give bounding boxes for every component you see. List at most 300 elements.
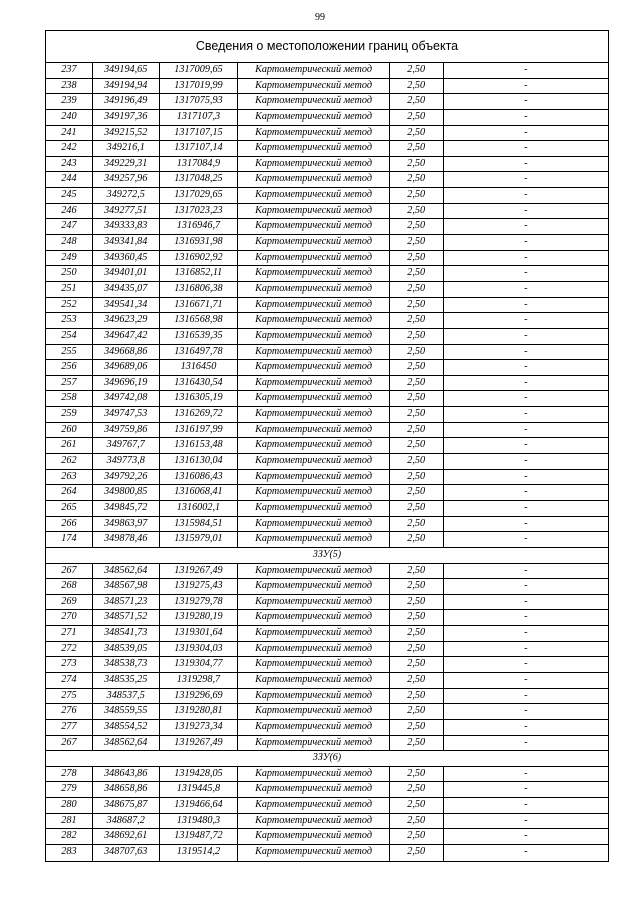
x-coordinate-cell: 348539,05 (93, 642, 160, 657)
accuracy-cell: 2,50 (390, 313, 444, 328)
method-cell: Картометрический метод (238, 814, 389, 829)
y-coordinate-cell: 1319428,05 (160, 767, 239, 782)
note-cell: - (524, 204, 528, 216)
point-number-cell: 283 (46, 845, 93, 861)
table-row (46, 360, 608, 376)
note-cell: - (524, 189, 528, 201)
point-number-cell: 269 (46, 595, 93, 610)
note-cell: - (524, 658, 528, 670)
x-coordinate-cell: 348567,98 (93, 579, 160, 594)
accuracy-cell: 2,50 (390, 126, 444, 141)
note-cell: - (524, 533, 528, 545)
method-cell: Картометрический метод (238, 407, 389, 422)
point-number-cell: 249 (46, 251, 93, 266)
method-cell: Картометрический метод (238, 313, 389, 328)
y-coordinate-cell: 1316153,48 (160, 438, 239, 453)
accuracy-cell: 2,50 (390, 798, 444, 813)
table-row (46, 204, 608, 220)
y-coordinate-cell: 1319304,77 (160, 657, 239, 672)
note-cell: - (524, 830, 528, 842)
y-coordinate-cell: 1315979,01 (160, 532, 239, 547)
y-coordinate-cell: 1319267,49 (160, 736, 239, 751)
point-number-cell: 252 (46, 298, 93, 313)
x-coordinate-cell: 349696,19 (93, 376, 160, 391)
table-row (46, 579, 608, 595)
y-coordinate-cell: 1319301,64 (160, 626, 239, 641)
x-coordinate-cell: 349216,1 (93, 141, 160, 156)
point-number-cell: 255 (46, 345, 93, 360)
y-coordinate-cell: 1319466,64 (160, 798, 239, 813)
accuracy-cell: 2,50 (390, 282, 444, 297)
x-coordinate-cell: 348692,61 (93, 829, 160, 844)
point-number-cell: 270 (46, 610, 93, 625)
y-coordinate-cell: 1317023,23 (160, 204, 239, 219)
y-coordinate-cell: 1316068,41 (160, 485, 239, 500)
method-cell: Картометрический метод (238, 157, 389, 172)
x-coordinate-cell: 349647,42 (93, 329, 160, 344)
note-cell: - (524, 236, 528, 248)
y-coordinate-cell: 1316902,92 (160, 251, 239, 266)
table-row (46, 94, 608, 110)
x-coordinate-cell: 348675,87 (93, 798, 160, 813)
note-cell: - (524, 79, 528, 91)
method-cell: Картометрический метод (238, 454, 389, 469)
boundary-table (45, 30, 609, 862)
y-coordinate-cell: 1319273,34 (160, 720, 239, 735)
x-coordinate-cell: 349863,97 (93, 517, 160, 532)
note-cell: - (524, 408, 528, 420)
point-number-cell: 245 (46, 188, 93, 203)
point-number-cell: 237 (46, 63, 93, 78)
y-coordinate-cell: 1319298,7 (160, 673, 239, 688)
method-cell: Картометрический метод (238, 329, 389, 344)
point-number-cell: 244 (46, 172, 93, 187)
point-number-cell: 260 (46, 423, 93, 438)
note-cell: - (524, 767, 528, 779)
y-coordinate-cell: 1316450 (160, 360, 239, 375)
x-coordinate-cell: 349194,94 (93, 79, 160, 94)
accuracy-cell: 2,50 (390, 736, 444, 751)
accuracy-cell: 2,50 (390, 814, 444, 829)
accuracy-cell: 2,50 (390, 360, 444, 375)
accuracy-cell: 2,50 (390, 63, 444, 78)
method-cell: Картометрический метод (238, 626, 389, 641)
accuracy-cell: 2,50 (390, 610, 444, 625)
accuracy-cell: 2,50 (390, 407, 444, 422)
x-coordinate-cell: 348554,52 (93, 720, 160, 735)
note-cell: - (524, 126, 528, 138)
x-coordinate-cell: 348559,55 (93, 704, 160, 719)
x-coordinate-cell: 348687,2 (93, 814, 160, 829)
x-coordinate-cell: 349792,26 (93, 470, 160, 485)
point-number-cell: 267 (46, 564, 93, 579)
table-row (46, 188, 608, 204)
y-coordinate-cell: 1319280,81 (160, 704, 239, 719)
accuracy-cell: 2,50 (390, 79, 444, 94)
method-cell: Картометрический метод (238, 782, 389, 797)
accuracy-cell: 2,50 (390, 172, 444, 187)
y-coordinate-cell: 1319304,03 (160, 642, 239, 657)
note-cell: - (524, 673, 528, 685)
x-coordinate-cell: 349333,83 (93, 219, 160, 234)
y-coordinate-cell: 1319267,49 (160, 564, 239, 579)
note-cell: - (524, 580, 528, 592)
note-cell: - (524, 595, 528, 607)
y-coordinate-cell: 1316269,72 (160, 407, 239, 422)
table-row (46, 767, 608, 783)
y-coordinate-cell: 1317107,3 (160, 110, 239, 125)
method-cell: Картометрический метод (238, 595, 389, 610)
method-cell: Картометрический метод (238, 345, 389, 360)
y-coordinate-cell: 1316539,35 (160, 329, 239, 344)
accuracy-cell: 2,50 (390, 391, 444, 406)
method-cell: Картометрический метод (238, 110, 389, 125)
y-coordinate-cell: 1316806,38 (160, 282, 239, 297)
accuracy-cell: 2,50 (390, 704, 444, 719)
y-coordinate-cell: 1317019,99 (160, 79, 239, 94)
accuracy-cell: 2,50 (390, 235, 444, 250)
note-cell: - (524, 95, 528, 107)
method-cell: Картометрический метод (238, 517, 389, 532)
note-cell: - (524, 814, 528, 826)
note-cell: - (524, 157, 528, 169)
y-coordinate-cell: 1319514,2 (160, 845, 239, 861)
accuracy-cell: 2,50 (390, 438, 444, 453)
x-coordinate-cell: 349435,07 (93, 282, 160, 297)
point-number-cell: 282 (46, 829, 93, 844)
x-coordinate-cell: 349689,06 (93, 360, 160, 375)
note-cell: - (524, 642, 528, 654)
method-cell: Картометрический метод (238, 438, 389, 453)
method-cell: Картометрический метод (238, 798, 389, 813)
accuracy-cell: 2,50 (390, 689, 444, 704)
accuracy-cell: 2,50 (390, 266, 444, 281)
point-number-cell: 241 (46, 126, 93, 141)
point-number-cell: 277 (46, 720, 93, 735)
method-cell: Картометрический метод (238, 298, 389, 313)
accuracy-cell: 2,50 (390, 298, 444, 313)
note-cell: - (524, 705, 528, 717)
point-number-cell: 281 (46, 814, 93, 829)
note-cell: - (524, 361, 528, 373)
method-cell: Картометрический метод (238, 485, 389, 500)
point-number-cell: 275 (46, 689, 93, 704)
method-cell: Картометрический метод (238, 673, 389, 688)
method-cell: Картометрический метод (238, 219, 389, 234)
point-number-cell: 242 (46, 141, 93, 156)
note-cell: - (524, 611, 528, 623)
method-cell: Картометрический метод (238, 188, 389, 203)
accuracy-cell: 2,50 (390, 532, 444, 547)
table-row (46, 595, 608, 611)
accuracy-cell: 2,50 (390, 219, 444, 234)
point-number-cell: 239 (46, 94, 93, 109)
table-row (46, 829, 608, 845)
accuracy-cell: 2,50 (390, 579, 444, 594)
x-coordinate-cell: 349668,86 (93, 345, 160, 360)
table-row (46, 454, 608, 470)
method-cell: Картометрический метод (238, 829, 389, 844)
table-row (46, 657, 608, 673)
y-coordinate-cell: 1316497,78 (160, 345, 239, 360)
x-coordinate-cell: 348537,5 (93, 689, 160, 704)
note-cell: - (524, 517, 528, 529)
x-coordinate-cell: 349277,51 (93, 204, 160, 219)
point-number-cell: 273 (46, 657, 93, 672)
note-cell: - (524, 314, 528, 326)
x-coordinate-cell: 348707,63 (93, 845, 160, 861)
x-coordinate-cell: 349272,5 (93, 188, 160, 203)
accuracy-cell: 2,50 (390, 157, 444, 172)
note-cell: - (524, 799, 528, 811)
page-number: 99 (315, 12, 325, 23)
y-coordinate-cell: 1317029,65 (160, 188, 239, 203)
method-cell: Картометрический метод (238, 376, 389, 391)
table-row (46, 79, 608, 95)
accuracy-cell: 2,50 (390, 564, 444, 579)
note-cell: - (524, 501, 528, 513)
method-cell: Картометрический метод (238, 141, 389, 156)
y-coordinate-cell: 1316931,98 (160, 235, 239, 250)
y-coordinate-cell: 1316852,11 (160, 266, 239, 281)
x-coordinate-cell: 349800,85 (93, 485, 160, 500)
table-row (46, 219, 608, 235)
table-row (46, 376, 608, 392)
table-row (46, 782, 608, 798)
method-cell: Картометрический метод (238, 532, 389, 547)
note-cell: - (524, 282, 528, 294)
point-number-cell: 276 (46, 704, 93, 719)
y-coordinate-cell: 1317084,9 (160, 157, 239, 172)
x-coordinate-cell: 348535,25 (93, 673, 160, 688)
accuracy-cell: 2,50 (390, 470, 444, 485)
table-row (46, 438, 608, 454)
note-cell: - (524, 392, 528, 404)
note-cell: - (524, 142, 528, 154)
note-cell: - (524, 689, 528, 701)
table-row (46, 610, 608, 626)
method-cell: Картометрический метод (238, 251, 389, 266)
x-coordinate-cell: 348643,86 (93, 767, 160, 782)
y-coordinate-cell: 1316430,54 (160, 376, 239, 391)
accuracy-cell: 2,50 (390, 329, 444, 344)
point-number-cell: 238 (46, 79, 93, 94)
note-cell: - (524, 220, 528, 232)
method-cell: Картометрический метод (238, 79, 389, 94)
x-coordinate-cell: 349401,01 (93, 266, 160, 281)
method-cell: Картометрический метод (238, 579, 389, 594)
point-number-cell: 254 (46, 329, 93, 344)
method-cell: Картометрический метод (238, 94, 389, 109)
method-cell: Картометрический метод (238, 360, 389, 375)
method-cell: Картометрический метод (238, 720, 389, 735)
table-row (46, 391, 608, 407)
table-body (46, 63, 608, 861)
accuracy-cell: 2,50 (390, 204, 444, 219)
y-coordinate-cell: 1316002,1 (160, 501, 239, 516)
method-cell: Картометрический метод (238, 470, 389, 485)
note-cell: - (524, 267, 528, 279)
method-cell: Картометрический метод (238, 736, 389, 751)
y-coordinate-cell: 1317107,15 (160, 126, 239, 141)
point-number-cell: 240 (46, 110, 93, 125)
method-cell: Картометрический метод (238, 282, 389, 297)
table-row (46, 282, 608, 298)
table-title: Сведения о местоположении границ объекта (46, 31, 608, 63)
note-cell: - (524, 423, 528, 435)
note-cell: - (524, 251, 528, 263)
x-coordinate-cell: 349759,86 (93, 423, 160, 438)
y-coordinate-cell: 1317107,14 (160, 141, 239, 156)
x-coordinate-cell: 349194,65 (93, 63, 160, 78)
table-row (46, 564, 608, 580)
x-coordinate-cell: 348541,73 (93, 626, 160, 641)
accuracy-cell: 2,50 (390, 626, 444, 641)
x-coordinate-cell: 349541,34 (93, 298, 160, 313)
point-number-cell: 250 (46, 266, 93, 281)
method-cell: Картометрический метод (238, 126, 389, 141)
note-cell: - (524, 470, 528, 482)
y-coordinate-cell: 1319280,19 (160, 610, 239, 625)
table-row (46, 626, 608, 642)
y-coordinate-cell: 1316086,43 (160, 470, 239, 485)
method-cell: Картометрический метод (238, 266, 389, 281)
accuracy-cell: 2,50 (390, 376, 444, 391)
table-row (46, 313, 608, 329)
note-cell: - (524, 64, 528, 75)
x-coordinate-cell: 349196,49 (93, 94, 160, 109)
table-row (46, 157, 608, 173)
table-row (46, 485, 608, 501)
table-row (46, 329, 608, 345)
y-coordinate-cell: 1315984,51 (160, 517, 239, 532)
accuracy-cell: 2,50 (390, 94, 444, 109)
accuracy-cell: 2,50 (390, 485, 444, 500)
table-row (46, 63, 608, 79)
x-coordinate-cell: 349747,53 (93, 407, 160, 422)
table-row (46, 126, 608, 142)
y-coordinate-cell: 1319279,78 (160, 595, 239, 610)
table-row (46, 532, 608, 548)
note-cell: - (524, 720, 528, 732)
point-number-cell: 257 (46, 376, 93, 391)
table-row (46, 704, 608, 720)
y-coordinate-cell: 1319487,72 (160, 829, 239, 844)
table-row (46, 689, 608, 705)
accuracy-cell: 2,50 (390, 829, 444, 844)
note-cell: - (524, 110, 528, 122)
point-number-cell: 274 (46, 673, 93, 688)
method-cell: Картометрический метод (238, 767, 389, 782)
x-coordinate-cell: 349197,36 (93, 110, 160, 125)
accuracy-cell: 2,50 (390, 188, 444, 203)
point-number-cell: 261 (46, 438, 93, 453)
point-number-cell: 251 (46, 282, 93, 297)
point-number-cell: 266 (46, 517, 93, 532)
note-cell: - (524, 486, 528, 498)
note-cell: - (524, 627, 528, 639)
accuracy-cell: 2,50 (390, 141, 444, 156)
table-row (46, 642, 608, 658)
method-cell: Картометрический метод (238, 845, 389, 861)
point-number-cell: 280 (46, 798, 93, 813)
accuracy-cell: 2,50 (390, 642, 444, 657)
note-cell: - (524, 298, 528, 310)
point-number-cell: 271 (46, 626, 93, 641)
table-row (46, 470, 608, 486)
point-number-cell: 253 (46, 313, 93, 328)
y-coordinate-cell: 1316568,98 (160, 313, 239, 328)
table-row (46, 736, 608, 752)
x-coordinate-cell: 348538,73 (93, 657, 160, 672)
y-coordinate-cell: 1316671,71 (160, 298, 239, 313)
point-number-cell: 268 (46, 579, 93, 594)
table-row (46, 517, 608, 533)
y-coordinate-cell: 1319275,43 (160, 579, 239, 594)
accuracy-cell: 2,50 (390, 423, 444, 438)
table-row (46, 814, 608, 830)
x-coordinate-cell: 348571,52 (93, 610, 160, 625)
x-coordinate-cell: 349767,7 (93, 438, 160, 453)
method-cell: Картометрический метод (238, 204, 389, 219)
point-number-cell: 279 (46, 782, 93, 797)
x-coordinate-cell: 348562,64 (93, 736, 160, 751)
y-coordinate-cell: 1317048,25 (160, 172, 239, 187)
y-coordinate-cell: 1316197,99 (160, 423, 239, 438)
y-coordinate-cell: 1316946,7 (160, 219, 239, 234)
point-number-cell: 243 (46, 157, 93, 172)
note-cell: - (524, 783, 528, 795)
accuracy-cell: 2,50 (390, 673, 444, 688)
point-number-cell: 264 (46, 485, 93, 500)
point-number-cell: 262 (46, 454, 93, 469)
point-number-cell: 278 (46, 767, 93, 782)
x-coordinate-cell: 349215,52 (93, 126, 160, 141)
table-row (46, 172, 608, 188)
method-cell: Картометрический метод (238, 235, 389, 250)
y-coordinate-cell: 1316305,19 (160, 391, 239, 406)
method-cell: Картометрический метод (238, 391, 389, 406)
point-number-cell: 247 (46, 219, 93, 234)
accuracy-cell: 2,50 (390, 110, 444, 125)
point-number-cell: 256 (46, 360, 93, 375)
table-row (46, 720, 608, 736)
note-cell: - (524, 345, 528, 357)
x-coordinate-cell: 349845,72 (93, 501, 160, 516)
table-row (46, 423, 608, 439)
note-cell: - (524, 329, 528, 341)
x-coordinate-cell: 349773,8 (93, 454, 160, 469)
section-label: 3ЗУ(5) (312, 548, 342, 560)
x-coordinate-cell: 349360,45 (93, 251, 160, 266)
section-label: 3ЗУ(6) (312, 752, 342, 764)
accuracy-cell: 2,50 (390, 767, 444, 782)
x-coordinate-cell: 348571,23 (93, 595, 160, 610)
table-row (46, 845, 608, 861)
point-number-cell: 265 (46, 501, 93, 516)
method-cell: Картометрический метод (238, 564, 389, 579)
point-number-cell: 258 (46, 391, 93, 406)
method-cell: Картометрический метод (238, 501, 389, 516)
section-header-row (46, 751, 608, 767)
table-row (46, 110, 608, 126)
accuracy-cell: 2,50 (390, 782, 444, 797)
note-cell: - (524, 439, 528, 451)
note-cell: - (524, 376, 528, 388)
table-row (46, 251, 608, 267)
method-cell: Картометрический метод (238, 172, 389, 187)
point-number-cell: 263 (46, 470, 93, 485)
